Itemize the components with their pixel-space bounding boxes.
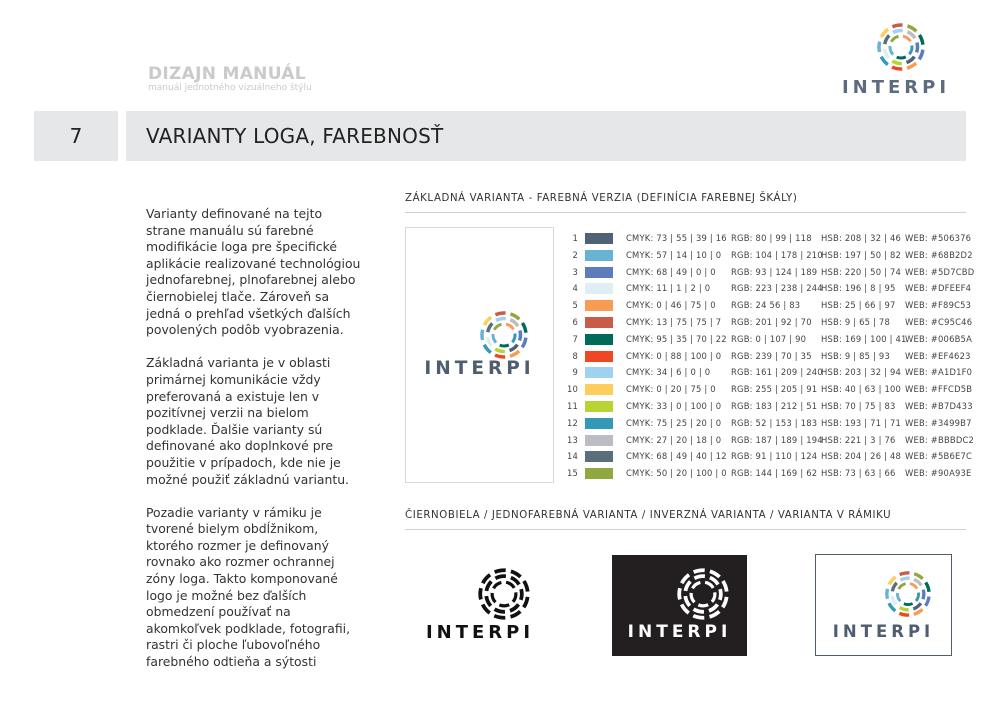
swatch-chip <box>585 317 613 328</box>
swatch-rgb: RGB: 104 | 178 | 210 <box>731 249 823 260</box>
main-logo-text: INTERPI <box>424 358 535 379</box>
swatch-cmyk: CMYK: 33 | 0 | 100 | 0 <box>626 400 722 411</box>
swatch-chip <box>585 334 613 345</box>
logo-ring-segment <box>495 313 505 315</box>
swatch-hsb: HSB: 70 | 75 | 83 <box>821 400 896 411</box>
palette-heading: ZÁKLADNÁ VARIANTA - FAREBNÁ VERZIA (DEFINÍCIA FAREBNEJ ŠKÁLY) <box>405 193 798 204</box>
bw-logo-text: INTERPI <box>425 622 535 643</box>
swatch-rgb: RGB: 187 | 189 | 194 <box>731 434 823 445</box>
logo-ring-segment <box>891 36 898 42</box>
logo-ring-segment <box>500 345 509 346</box>
swatch-number: 11 <box>566 400 578 411</box>
logo-ring-segment <box>511 571 521 577</box>
swatch-chip <box>585 267 613 278</box>
logo-ring-segment <box>903 36 910 41</box>
palette-heading-rule <box>405 212 966 213</box>
logo-ring-segment <box>495 576 506 578</box>
logo-ring-segment <box>482 330 483 340</box>
swatch-chip <box>585 451 613 462</box>
logo-ring-segment <box>524 597 528 607</box>
swatch-web: WEB: #90A93E <box>905 468 972 479</box>
logo-ring-segment <box>910 584 917 589</box>
logo-ring-segment <box>510 345 518 351</box>
logo-ring-segment <box>492 593 495 602</box>
logo-ring-segment <box>909 46 912 55</box>
manual-title: DIZAJN MANUÁL <box>148 64 306 84</box>
logo-ring-segment <box>486 581 491 591</box>
body-paragraph-1: Varianty definované na tejto strane manuálu sú farebné modifikácie loga pre špecifické aplikácie realizované technológiou jednofarebnej, plnofarebnej alebo čiernobielej tlače. Zároveň sa jedná o prehľad všetkých ďalších povolených podôb vyobrazenia. <box>146 206 361 338</box>
inverse-logo-text: INTERPI <box>627 622 732 642</box>
swatch-web: WEB: #FFCD5B <box>905 384 973 395</box>
logo-ring-segment <box>892 67 902 69</box>
logo-ring-segment <box>720 589 721 600</box>
swatch-web: WEB: #006B5A <box>905 333 973 344</box>
bw-logo-mark-icon <box>477 567 531 621</box>
logo-ring-segment <box>916 593 919 601</box>
logo-ring-segment <box>694 570 705 572</box>
swatch-hsb: HSB: 9 | 65 | 78 <box>821 316 890 327</box>
logo-ring-segment <box>488 337 492 346</box>
logo-ring-segment <box>495 570 506 572</box>
swatch-number: 2 <box>572 249 578 260</box>
swatch-web: WEB: #BBBDC2 <box>905 434 975 445</box>
swatch-rgb: RGB: 255 | 205 | 91 <box>731 384 818 395</box>
logo-ring-segment <box>522 323 525 333</box>
section-bar <box>126 111 966 161</box>
logo-ring-segment <box>723 581 727 592</box>
logo-ring-segment <box>495 355 505 357</box>
swatch-cmyk: CMYK: 50 | 20 | 100 | 0 <box>626 468 727 479</box>
logo-ring-segment <box>506 582 514 588</box>
swatch-chip <box>585 384 613 395</box>
logo-ring-segment <box>904 604 913 605</box>
swatch-cmyk: CMYK: 73 | 55 | 39 | 16 <box>626 233 727 243</box>
swatch-number: 15 <box>566 468 578 479</box>
swatch-hsb: HSB: 220 | 50 | 74 <box>821 266 902 277</box>
swatch-cmyk: CMYK: 13 | 75 | 75 | 7 <box>626 316 722 327</box>
logo-ring-segment <box>710 611 720 617</box>
logo-ring-segment <box>892 583 896 591</box>
logo-ring-segment <box>495 349 505 351</box>
body-paragraph-2: Základná varianta je v oblasti primárnej komunikácie vždy preferovaná a existuje len v pozitívnej verzii na bielom podklade. Ďalšie varianty sú definované ako doplnkové pre použitie v prípadoch, kde nie je možné použiť základnú variantu. <box>146 355 349 487</box>
swatch-rgb: RGB: 201 | 92 | 70 <box>731 316 812 327</box>
swatch-chip <box>585 250 613 261</box>
swatch-cmyk: CMYK: 0 | 20 | 75 | 0 <box>626 384 716 395</box>
swatch-rgb: RGB: 52 | 153 | 183 <box>731 417 818 428</box>
swatch-cmyk: CMYK: 0 | 88 | 100 | 0 <box>626 350 722 361</box>
variant-inverse <box>612 555 747 656</box>
swatch-number: 9 <box>572 367 578 378</box>
swatch-number: 8 <box>572 350 578 361</box>
swatch-rgb: RGB: 24 56 | 83 <box>731 300 801 311</box>
logo-ring-segment <box>923 590 924 600</box>
logo-ring-segment <box>499 605 509 606</box>
swatch-web: WEB: #DFEEF4 <box>905 283 972 294</box>
logo-ring-segment <box>885 35 890 44</box>
swatch-web: WEB: #B7D433 <box>905 400 973 411</box>
logo-ring-segment <box>893 30 903 32</box>
logo-ring-segment <box>900 573 910 575</box>
logo-ring-segment <box>900 607 909 609</box>
logo-ring-segment <box>510 314 519 319</box>
logo-ring-segment <box>494 582 502 588</box>
page-number: 7 <box>34 111 118 161</box>
brand-logo-mark-icon <box>876 22 926 72</box>
logo-ring-segment <box>879 42 880 52</box>
logo-ring-segment <box>723 597 727 607</box>
logo-ring-segment <box>488 323 493 332</box>
swatch-hsb: HSB: 204 | 26 | 48 <box>821 451 902 462</box>
inverse-logo-mark-icon <box>676 567 730 621</box>
swatch-hsb: HSB: 208 | 32 | 46 <box>821 233 902 243</box>
logo-ring-segment <box>899 584 906 589</box>
logo-ring-segment <box>892 596 896 605</box>
swatch-web: WEB: #5B6E7C <box>905 451 973 462</box>
swatch-number: 14 <box>566 451 578 462</box>
swatch-chip <box>585 401 613 412</box>
logo-ring-segment <box>679 588 680 599</box>
swatch-rgb: RGB: 223 | 238 | 244 <box>731 283 823 294</box>
swatch-hsb: HSB: 40 | 63 | 100 <box>821 384 902 395</box>
logo-ring-segment <box>685 596 689 606</box>
section-title: VARIANTY LOGA, FAREBNOSŤ <box>146 124 444 148</box>
logo-ring-segment <box>897 57 906 58</box>
logo-ring-segment <box>907 57 915 63</box>
logo-ring-segment <box>914 609 923 614</box>
swatch-chip <box>585 418 613 429</box>
logo-ring-segment <box>919 50 923 60</box>
swatch-chip <box>585 435 613 446</box>
swatch-cmyk: CMYK: 68 | 49 | 0 | 0 <box>626 266 716 277</box>
swatch-rgb: RGB: 183 | 212 | 51 <box>731 400 818 411</box>
logo-ring-segment <box>693 616 704 618</box>
swatch-number: 10 <box>566 384 578 395</box>
swatch-hsb: HSB: 169 | 100 | 41 <box>821 333 907 344</box>
swatch-hsb: HSB: 25 | 66 | 97 <box>821 300 896 311</box>
logo-ring-segment <box>685 581 690 591</box>
swatch-chip <box>585 300 613 311</box>
logo-ring-segment <box>694 576 705 578</box>
logo-ring-segment <box>705 582 713 588</box>
variants-heading: ČIERNOBIELA / JEDNOFAREBNÁ VARIANTA / INVERZNÁ VARIANTA / VARIANTA V RÁMIKU <box>405 510 892 521</box>
swatch-hsb: HSB: 221 | 3 | 76 <box>821 434 896 445</box>
swatch-rgb: RGB: 80 | 99 | 118 <box>731 233 812 243</box>
logo-ring-segment <box>691 593 694 602</box>
swatch-number: 13 <box>566 434 578 445</box>
swatch-cmyk: CMYK: 27 | 20 | 18 | 0 <box>626 434 722 445</box>
logo-ring-segment <box>698 605 708 606</box>
variant-framed <box>815 554 952 656</box>
logo-ring-segment <box>522 338 526 348</box>
logo-ring-segment <box>907 26 916 31</box>
swatch-chip <box>585 351 613 362</box>
logo-ring-segment <box>887 589 888 599</box>
logo-ring-segment <box>494 616 505 618</box>
swatch-hsb: HSB: 197 | 50 | 82 <box>821 249 902 260</box>
body-paragraph-3: Pozadie varianty v rámiku je tvorené bielym obdĺžnikom, ktorého rozmer je definovaný rovnako ako rozmer ochrannej zóny loga. Takto komponované logo je možné bez ďalších obmedzení používať na akomkoľvek podklade, fotografii, rastri či ploche ľubovoľného farebného odtieňa a sýtosti <box>146 504 351 670</box>
swatch-hsb: HSB: 73 | 63 | 66 <box>821 468 896 479</box>
swatch-chip <box>585 367 613 378</box>
swatch-number: 3 <box>572 266 578 277</box>
variant-bw <box>405 555 555 655</box>
framed-logo-mark-icon <box>884 570 932 618</box>
logo-ring-segment <box>900 578 909 580</box>
logo-ring-segment <box>693 582 701 588</box>
logo-ring-segment <box>899 613 909 615</box>
logo-ring-segment <box>897 593 900 601</box>
swatch-web: WEB: #F89C53 <box>905 300 972 311</box>
body-text <box>146 206 361 687</box>
logo-ring-segment <box>710 571 720 577</box>
logo-ring-segment <box>493 334 496 343</box>
swatch-chip <box>585 233 613 244</box>
logo-ring-segment <box>892 61 902 63</box>
swatch-web: WEB: #3499B7 <box>905 417 972 428</box>
swatch-web: WEB: #C95C46 <box>905 316 973 327</box>
logo-ring-segment <box>709 604 718 610</box>
swatch-rgb: RGB: 161 | 209 | 240 <box>731 367 823 378</box>
logo-ring-segment <box>512 334 515 343</box>
logo-ring-segment <box>520 330 521 340</box>
swatch-cmyk: CMYK: 34 | 6 | 0 | 0 <box>626 367 711 378</box>
swatch-number: 5 <box>572 300 578 311</box>
swatch-number: 7 <box>572 333 578 344</box>
logo-ring-segment <box>495 609 505 612</box>
swatch-cmyk: CMYK: 57 | 14 | 10 | 0 <box>626 249 722 260</box>
logo-ring-segment <box>925 597 928 606</box>
swatch-hsb: HSB: 193 | 71 | 71 <box>821 417 902 428</box>
logo-ring-segment <box>480 588 481 599</box>
swatch-hsb: HSB: 196 | 8 | 95 <box>821 283 896 294</box>
logo-ring-segment <box>494 324 501 330</box>
swatch-rgb: RGB: 239 | 70 | 35 <box>731 350 812 361</box>
swatch-chip <box>585 283 613 294</box>
brand-logo-text: INTERPI <box>841 77 951 98</box>
logo-ring-segment <box>926 582 929 591</box>
swatch-hsb: HSB: 9 | 85 | 93 <box>821 350 890 361</box>
logo-ring-segment <box>511 611 521 617</box>
brand-logo <box>838 22 954 98</box>
logo-ring-segment <box>510 604 519 610</box>
swatch-number: 12 <box>566 417 578 428</box>
swatch-web: WEB: #EF4623 <box>905 350 971 361</box>
logo-ring-segment <box>506 324 513 329</box>
swatch-rgb: RGB: 0 | 107 | 90 <box>731 333 807 344</box>
swatch-web: WEB: #5D7CBD <box>905 266 975 277</box>
main-logo-mark-icon <box>479 310 529 360</box>
logo-ring-segment <box>486 596 490 606</box>
variants-heading-rule <box>405 529 966 530</box>
logo-ring-segment <box>496 318 506 320</box>
logo-ring-segment <box>885 49 889 58</box>
swatch-cmyk: CMYK: 68 | 49 | 40 | 12 <box>626 451 727 462</box>
logo-ring-segment <box>919 35 922 45</box>
swatch-rgb: RGB: 91 | 110 | 124 <box>731 451 818 462</box>
logo-ring-segment <box>917 42 918 52</box>
swatch-cmyk: CMYK: 95 | 35 | 70 | 22 <box>626 333 727 344</box>
swatch-rgb: RGB: 144 | 169 | 62 <box>731 468 818 479</box>
swatch-chip <box>585 468 613 479</box>
swatch-hsb: HSB: 203 | 32 | 94 <box>821 367 902 378</box>
swatch-cmyk: CMYK: 0 | 46 | 75 | 0 <box>626 300 716 311</box>
logo-ring-segment <box>524 581 528 592</box>
manual-subtitle: manuál jednotného vizuálneho štýlu <box>148 83 312 93</box>
swatch-rgb: RGB: 93 | 124 | 189 <box>731 266 818 277</box>
swatch-number: 6 <box>572 316 578 327</box>
swatch-number: 4 <box>572 283 578 294</box>
logo-ring-segment <box>521 589 522 600</box>
logo-ring-segment <box>914 574 923 579</box>
logo-ring-segment <box>712 592 715 601</box>
framed-logo-text: INTERPI <box>832 622 935 641</box>
swatch-number: 1 <box>572 233 578 243</box>
logo-ring-segment <box>892 25 902 27</box>
main-logo-box <box>405 227 554 483</box>
swatch-cmyk: CMYK: 11 | 1 | 2 | 0 <box>626 283 711 294</box>
logo-ring-segment <box>913 603 921 609</box>
logo-ring-segment <box>694 609 704 612</box>
swatch-web: WEB: #68B2D2 <box>905 249 973 260</box>
logo-ring-segment <box>510 351 519 356</box>
logo-ring-segment <box>907 63 916 68</box>
logo-ring-segment <box>513 592 516 601</box>
swatch-cmyk: CMYK: 75 | 25 | 20 | 0 <box>626 417 722 428</box>
swatch-web: WEB: #A1D1F0 <box>905 367 973 378</box>
logo-ring-segment <box>890 46 893 55</box>
swatch-web: WEB: #506376 <box>905 233 972 243</box>
